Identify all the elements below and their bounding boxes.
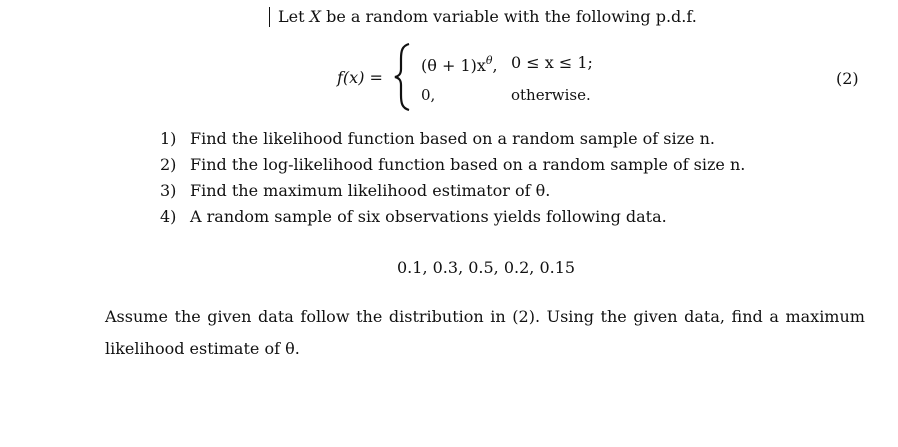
- case2-condition: otherwise.: [511, 86, 591, 104]
- case1-exponent: θ: [485, 54, 493, 67]
- intro-variable: X: [309, 7, 321, 26]
- question-1-text: Find the likelihood function based on a random sample of size n.: [190, 129, 715, 148]
- case1-expr-text: (θ + 1)x: [421, 56, 486, 75]
- closing-line-1: Assume the given data follow the distribution in (2). Using the given data, find a maximum: [105, 307, 865, 326]
- intro-suffix: be a random variable with the following p.d.f.: [321, 7, 697, 26]
- closing-line-2: likelihood estimate of θ.: [105, 339, 300, 358]
- intro-prefix: Let: [278, 7, 310, 26]
- question-2-text: Find the log-likelihood function based on a random sample of size n.: [190, 155, 746, 174]
- question-3-number: 3): [160, 181, 177, 200]
- case1-expression: [421, 55, 498, 74]
- sample-data-values: 0.1, 0.3, 0.5, 0.2, 0.15: [397, 258, 576, 277]
- question-2-number: 2): [160, 155, 177, 174]
- question-3-text: Find the maximum likelihood estimator of θ.: [190, 181, 551, 200]
- case1-condition: 0 ≤ x ≤ 1;: [511, 53, 593, 72]
- question-4-number: 4): [160, 207, 177, 226]
- equation-tag: (2): [836, 69, 859, 88]
- text-cursor-bar: [269, 7, 270, 27]
- intro-sentence: [278, 9, 697, 25]
- case1-comma: ,: [492, 56, 498, 75]
- left-brace-icon: [393, 43, 413, 111]
- case2-expression: 0,: [421, 86, 436, 104]
- question-4-text: A random sample of six observations yields following data.: [190, 207, 667, 226]
- question-1-number: 1): [160, 129, 177, 148]
- equation-lhs: f(x) =: [337, 68, 383, 87]
